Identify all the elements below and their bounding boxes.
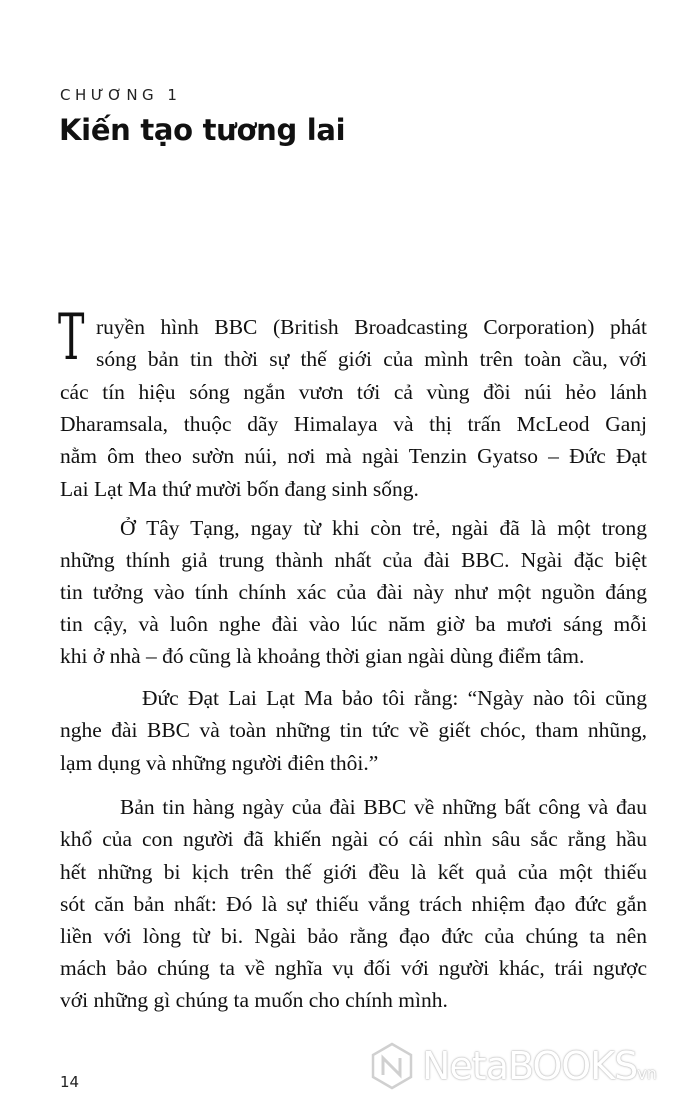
- text-line: sót căn bản nhất: Đó là sự thiếu vắng trách nhiệm đạo đức gắn: [60, 892, 647, 916]
- text-line: Đức Đạt Lai Lạt Ma bảo tôi rằng: “Ngày nào tôi cũng: [142, 686, 647, 710]
- text-line: khi ở nhà – đó cũng là khoảng thời gian ngài dùng điểm tâm.: [60, 644, 585, 668]
- text-line: với những gì chúng ta muốn cho chính mình.: [60, 988, 448, 1012]
- watermark-brand: NetaBOOKS: [422, 1044, 638, 1088]
- netabooks-hexagon-icon: [370, 1042, 414, 1090]
- text-line: những thính giả trung thành nhất của đài BBC. Ngài đặc biệt: [60, 548, 647, 572]
- text-line: hết những bi kịch trên thế giới đều là kết quả của một thiếu: [60, 860, 647, 884]
- text-line: tin tưởng vào tính chính xác của đài này như một nguồn đáng: [60, 580, 647, 604]
- text-line: Lai Lạt Ma thứ mười bốn đang sinh sống.: [60, 477, 419, 501]
- text-line: nằm ôm theo sườn núi, nơi mà ngài Tenzin Gyatso – Đức Đạt: [60, 444, 647, 468]
- text-line: Dharamsala, thuộc dãy Himalaya và thị trấn McLeod Ganj: [60, 412, 647, 436]
- chapter-label: CHƯƠNG 1: [60, 86, 182, 104]
- text-line: Bản tin hàng ngày của đài BBC về những bất công và đau: [120, 795, 647, 819]
- drop-cap: T: [58, 301, 85, 375]
- watermark-suffix: vn: [637, 1064, 657, 1083]
- text-line: sóng bản tin thời sự thế giới của mình trên toàn cầu, với: [96, 347, 647, 371]
- text-line: ruyền hình BBC (British Broadcasting Corporation) phát: [96, 315, 647, 339]
- page-number: 14: [60, 1073, 80, 1091]
- text-line: liền với lòng từ bi. Ngài bảo rằng đạo đức của chúng ta nên: [60, 924, 647, 948]
- chapter-title: Kiến tạo tương lai: [59, 113, 346, 147]
- text-line: khổ của con người đã khiến ngài có cái nhìn sâu sắc rằng hầu: [60, 827, 647, 851]
- text-line: nghe đài BBC và toàn những tin tức về giết chóc, tham nhũng,: [60, 718, 647, 742]
- text-line: lạm dụng và những người điên thôi.”: [60, 751, 379, 775]
- text-line: Ở Tây Tạng, ngay từ khi còn trẻ, ngài đã là một trong: [120, 516, 647, 540]
- text-line: các tín hiệu sóng ngắn vươn tới cả vùng đồi núi hẻo lánh: [60, 380, 647, 404]
- text-line: mách bảo chúng ta về nghĩa vụ đối với người khác, trái ngược: [60, 956, 647, 980]
- text-line: tin cậy, và luôn nghe đài vào lúc năm giờ ba mươi sáng mỗi: [60, 612, 647, 636]
- watermark-logo: [370, 1042, 657, 1090]
